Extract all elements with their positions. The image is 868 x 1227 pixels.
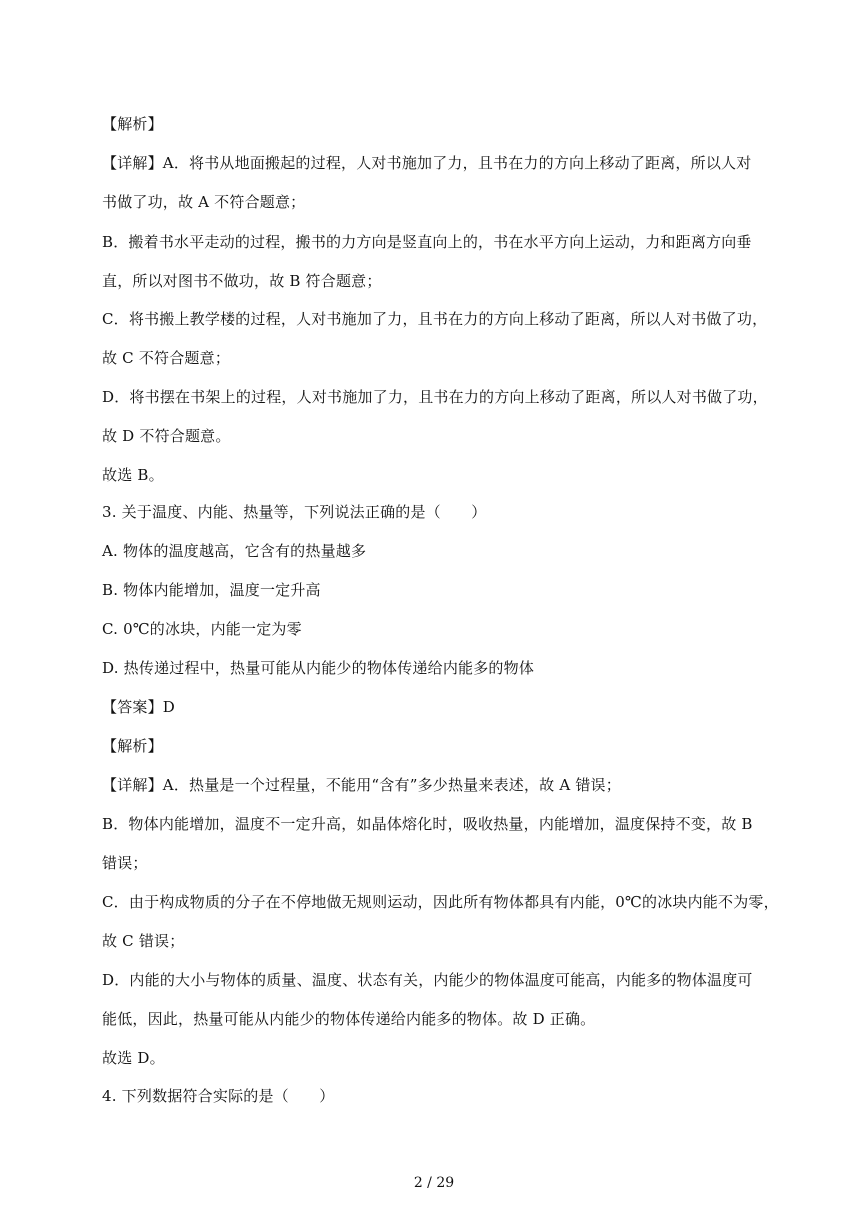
option-c: C. 0℃的冰块，内能一定为零 <box>102 620 302 638</box>
text-line: 【解析】 <box>102 737 163 755</box>
option-b: B. 物体内能增加，温度一定升高 <box>102 581 321 599</box>
text-line: 直，所以对图书不做功，故 B 符合题意； <box>102 272 382 290</box>
question-4-stem: 4. 下列数据符合实际的是（ ） <box>102 1087 335 1105</box>
text-line: C．由于构成物质的分子在不停地做无规则运动，因此所有物体都具有内能，0℃的冰块内能不为零， <box>102 893 779 911</box>
text-line: 【详解】A．将书从地面搬起的过程，人对书施加了力，且书在力的方向上移动了距离，所以人对 <box>102 154 752 172</box>
answer-line: 【答案】D <box>102 698 176 716</box>
text-line: B．物体内能增加，温度不一定升高，如晶体熔化时，吸收热量，内能增加，温度保持不变，故 B <box>102 815 753 833</box>
text-line: 【详解】A．热量是一个过程量，不能用“含有”多少热量来表述，故 A 错误； <box>102 776 621 794</box>
text-line: C．将书搬上教学楼的过程，人对书施加了力，且书在力的方向上移动了距离，所以人对书做了功， <box>102 310 768 328</box>
text-line: B．搬着书水平走动的过程，搬书的力方向是竖直向上的，书在水平方向上运动，力和距离方向垂 <box>102 233 752 251</box>
text-line: D．将书摆在书架上的过程，人对书施加了力，且书在力的方向上移动了距离，所以人对书做了功， <box>102 388 768 406</box>
text-line: 能低，因此，热量可能从内能少的物体传递给内能多的物体。故 D 正确。 <box>102 1010 596 1028</box>
text-line: 错误； <box>102 854 148 872</box>
text-line: 故 C 不符合题意； <box>102 349 231 367</box>
option-a: A. 物体的温度越高，它含有的热量越多 <box>102 542 367 560</box>
page-number: 2 / 29 <box>413 1175 455 1191</box>
text-line: 故 D 不符合题意。 <box>102 427 231 445</box>
option-d: D. 热传递过程中，热量可能从内能少的物体传递给内能多的物体 <box>102 659 535 677</box>
text-line: D．内能的大小与物体的质量、温度、状态有关，内能少的物体温度可能高，内能多的物体温度可 <box>102 971 753 989</box>
text-line: 故选 D。 <box>102 1049 165 1067</box>
text-line: 故 C 错误； <box>102 932 185 950</box>
text-line: 故选 B。 <box>102 466 164 484</box>
text-line: 书做了功，故 A 不符合题意； <box>102 193 306 211</box>
text-line: 【解析】 <box>102 115 163 133</box>
question-3-stem: 3. 关于温度、内能、热量等，下列说法正确的是（ ） <box>102 503 487 521</box>
